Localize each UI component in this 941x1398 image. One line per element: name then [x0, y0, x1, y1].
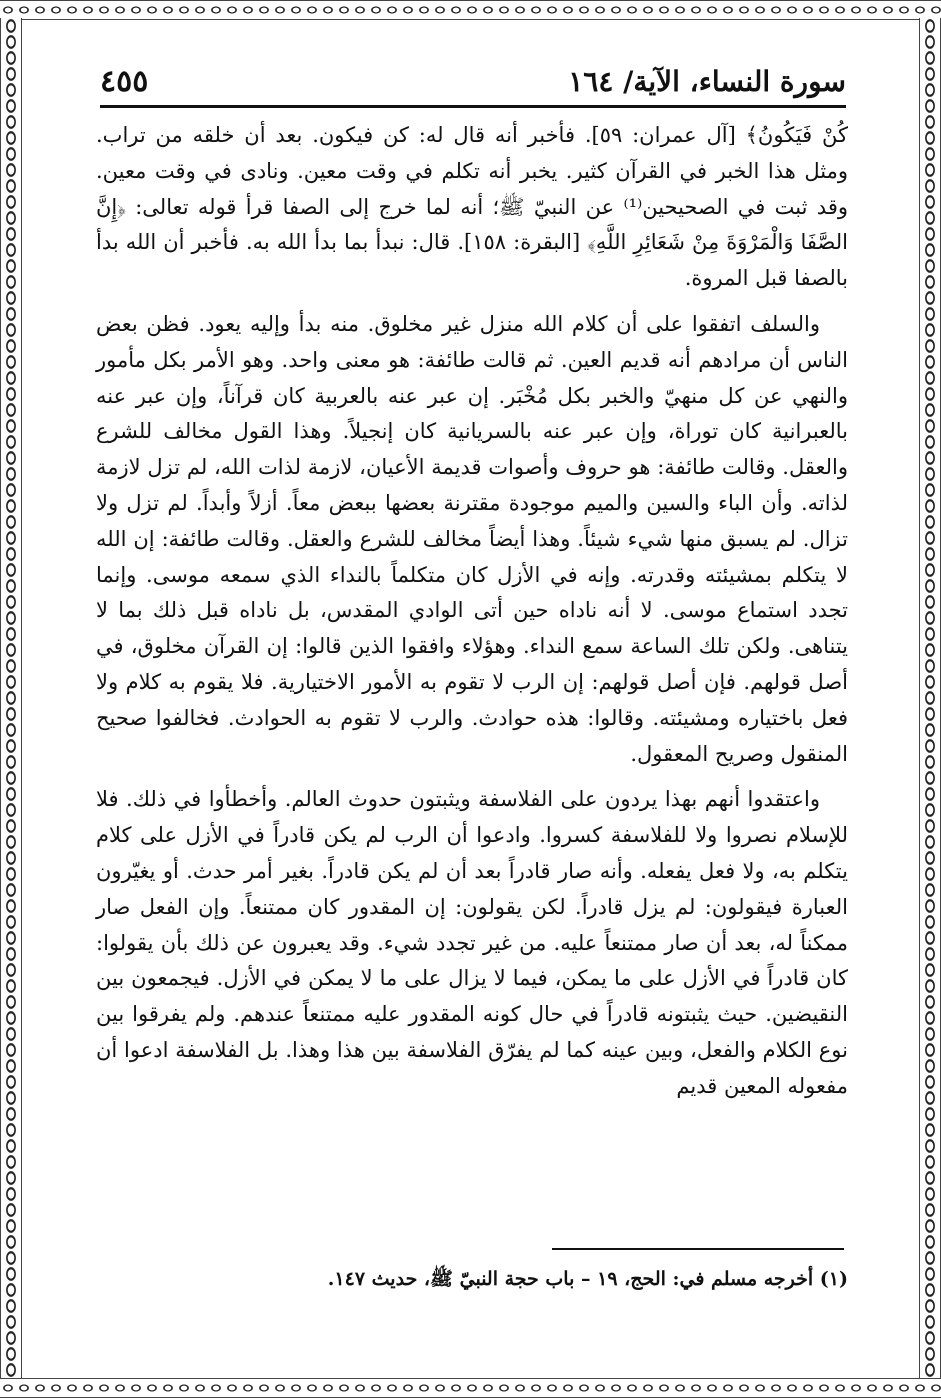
decorative-border-left	[0, 18, 22, 1378]
chapter-title: سورة النساء، الآية/ ١٦٤	[568, 65, 846, 98]
decorative-border-top	[0, 0, 941, 20]
paragraph-2: والسلف اتفقوا على أن كلام الله منزل غير مخلوق. منه بدأ وإليه يعود. فظن بعض الناس أن مرادهم أنه قديم العين. ثم قالت طائفة: هو معنى واحد. وهو الأمر بكل مأمور والنهي عن كل منهيّ والخبر بكل مُخْبَر. إن عبر عنه بالعربية كان قرآناً، وإن عبر عنه بالعبرانية كان توراة، وإن عبر عنه بالسريانية كان إنجيلاً. وهذا القول مخالف للشرع والعقل. وقالت طائفة: هو حروف وأصوات قديمة الأعيان، لازمة لذات الله، لم تزل لازمة لذاته. وأن الباء والسين والميم موجودة مقترنة بعضها ببعض معاً. أزلاً وأبداً. لم تزل ولا تزال. لم يسبق منها شيء شيئاً. وهذا أيضاً مخالف للشرع والعقل. وقالت طائفة: إن الله لا يتكلم بمشيئته وقدرته. وإنه في الأزل كان متكلماً بالنداء الذي سمعه موسى. وإنما تجدد استماع موسى. لا أنه ناداه حين أتى الوادي المقدس، بل ناداه قبل ذلك بما لا يتناهى. ولكن تلك الساعة سمع النداء. وهؤلاء وافقوا الذين قالوا: إن القرآن مخلوق، في أصل قولهم. فإن أصل قولهم: إن الرب لا تقوم به الأمور الاختيارية. فلا يقوم به كلام ولا فعل باختياره ومشيئته. وقالوا: هذه حوادث. والرب لا تقوم به الحوادث. فخالفوا صحيح المنقول وصريح المعقول.	[96, 311, 848, 766]
running-header	[100, 62, 846, 102]
decorative-border-bottom	[0, 1378, 941, 1398]
header-rule	[100, 105, 846, 108]
paragraph-3: واعتقدوا أنهم بهذا يردون على الفلاسفة ويثبتون حدوث العالم. وأخطأوا في ذلك. فلا للإسلام نصروا ولا للفلاسفة كسروا. وادعوا أن الرب لم يكن قادراً في الأزل على كلام يتكلم به، ولا فعل يفعله. وأنه صار قادراً بعد أن لم يكن قادراً. بغير أمر حدث. أو يغيّرون العبارة فيقولون: لم يزل قادراً. لكن يقولون: إن المقدور كان ممتنعاً. وإن الفعل صار ممكناً له، بعد أن صار ممتنعاً عليه. من غير تجدد شيء. وقد يعبرون عن ذلك بأن يقولوا: كان قادراً في الأزل على ما يمكن، فيما لا يزال على ما لا يمكن في الأزل. فيجمعون بين النقيضين. حيث يثبتونه قادراً في حال كونه المقدور عليه ممتنعاً عندهم. ولم يفرقوا بين نوع الكلام والفعل، وبين عينه كما لم يفرّق الفلاسفة بين هذا وهذا. بل الفلاسفة ادعوا أن مفعوله المعين قديم	[96, 787, 848, 1098]
paragraph-1: كُنْ فَيَكُونُ﴾ [آل عمران: ٥٩]. فأخبر أنه قال له: كن فيكون. بعد أن خلقه من تراب. ومثل هذا الخبر في القرآن كثير. يخبر أنه تكلم في وقت معين. ونادى في وقت معين. وقد ثبت في الصحيحين⁽¹⁾ عن النبيّ ﷺ؛ أنه لما خرج إلى الصفا قرأ قوله تعالى: ﴿إِنَّ الصَّفَا وَالْمَرْوَةَ مِنْ شَعَائِرِ اللَّهِ﴾ [البقرة: ١٥٨]. قال: نبدأ بما بدأ الله به. فأخبر أن الله بدأ بالصفا قبل المروة.	[96, 123, 849, 291]
footnote-rule	[552, 1248, 844, 1250]
footnote: (١) أخرجه مسلم في: الحج، ١٩ – باب حجة النبيّ ﷺ، حديث ١٤٧.	[327, 1268, 848, 1290]
body-text	[96, 118, 848, 1115]
page-number: ٤٥٥	[100, 64, 149, 99]
decorative-border-right	[919, 18, 941, 1378]
